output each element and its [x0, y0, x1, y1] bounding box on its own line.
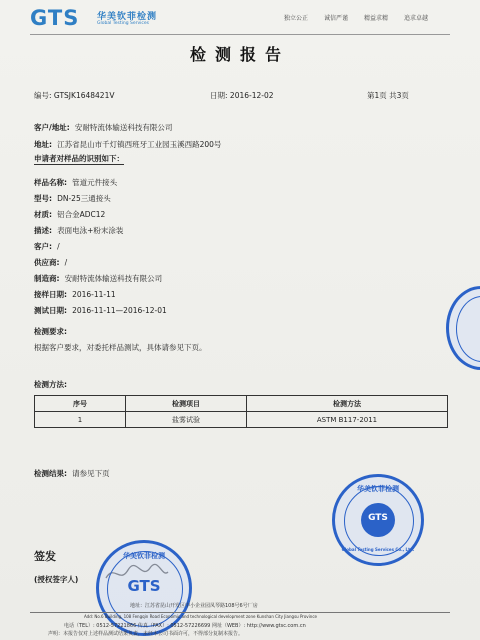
sample-field: 客户: /: [34, 242, 60, 251]
requirement-text: 根据客户要求，对委托样品测试，具体请参见下页。: [34, 343, 207, 352]
row-item: 盐雾试验: [126, 412, 247, 428]
edge-stamp: [446, 286, 480, 370]
sample-heading: 申请者对样品的识别如下：: [34, 154, 124, 163]
motto-3: 精益求精: [364, 15, 389, 22]
official-stamp: 华美钦菲检测 GTS Global Testing Services Co., Ltd.: [332, 474, 424, 566]
report-date: 2016-12-02: [229, 91, 274, 100]
sample-field: 接样日期: 2016-11-11: [34, 290, 116, 299]
report-number-label: 编号:: [34, 91, 52, 100]
sample-field: 供应商: /: [34, 258, 68, 267]
footer-divider: [30, 612, 450, 613]
sample-field: 测试日期: 2016-11-11—2016-12-01: [34, 306, 167, 315]
footer-address-en: Add: No.6 Building, 108 Fengqin Road Economic and technological development zone Kunshan City Jiangsu Province: [84, 614, 317, 619]
page-info: 第1页 共3页: [367, 91, 409, 100]
report-number-line: [34, 90, 114, 101]
requirement-label: 检测要求:: [34, 327, 67, 336]
client-value: 安耐特流体输送科技有限公司: [74, 123, 173, 132]
footer-address: 地址：江苏省昆山开发区中小企业园凤琴路108号6号厂房: [130, 603, 258, 609]
sample-field: 制造商: 安耐特流体输送科技有限公司: [34, 274, 163, 283]
table-header-row: [35, 396, 448, 412]
header-divider: [30, 34, 450, 35]
report-number: GTSJK1648421V: [53, 91, 115, 100]
column-header: 检测方法: [247, 396, 448, 412]
table-row: [35, 412, 448, 428]
official-stamp: 华美钦菲检测 GTS: [96, 540, 192, 636]
report-date-label: 日期:: [210, 91, 228, 100]
column-header: 检测项目: [126, 396, 247, 412]
address-value: 江苏省昆山市千灯镇西班牙工业园玉溪西路200号: [57, 140, 222, 149]
sign-title: 签发: [34, 550, 56, 563]
methods-table: [34, 395, 448, 428]
result-label: 检测结果:: [34, 469, 67, 478]
row-method: ASTM B117-2011: [247, 412, 448, 428]
column-header: 序号: [35, 396, 126, 412]
result-line: [34, 461, 110, 480]
row-number: 1: [35, 412, 126, 428]
motto-2: 诚信严谨: [324, 15, 349, 22]
footer-contact: 电话（TEL）: 0512-57221866 传真（FAX）: 0512-57226699 网址（WEB）: http://www.gtsc.com.cn: [64, 623, 306, 629]
logo-chinese-name: 华美钦菲检测: [97, 12, 158, 22]
logo-english-name: Global Testing Services: [97, 21, 150, 26]
motto-4: 追求卓越: [404, 15, 429, 22]
gts-logo: GTS: [30, 6, 80, 30]
report-title: 检测报告: [189, 45, 290, 64]
report-date-line: [210, 90, 274, 101]
address-line: [34, 132, 221, 151]
client-label: 客户/地址:: [34, 123, 70, 132]
footer-note: 声明：本报告仅对上述样品测试结果负责，未经本公司书面许可，不得部分复制本报告。: [48, 631, 244, 637]
methods-label: 检测方法:: [34, 380, 67, 389]
sample-field: 型号: DN-25三通接头: [34, 194, 111, 203]
sample-field: 样品名称: 管道元件接头: [34, 178, 118, 187]
sample-field: 材质: 铝合金ADC12: [34, 210, 106, 219]
address-label: 地址:: [34, 140, 52, 149]
signer-label: (授权签字人): [34, 575, 79, 584]
motto-1: 独立公正: [284, 15, 309, 22]
sample-field: 描述: 表面电泳+粉末涂装: [34, 226, 124, 235]
result-text: 请参见下页: [72, 469, 110, 478]
